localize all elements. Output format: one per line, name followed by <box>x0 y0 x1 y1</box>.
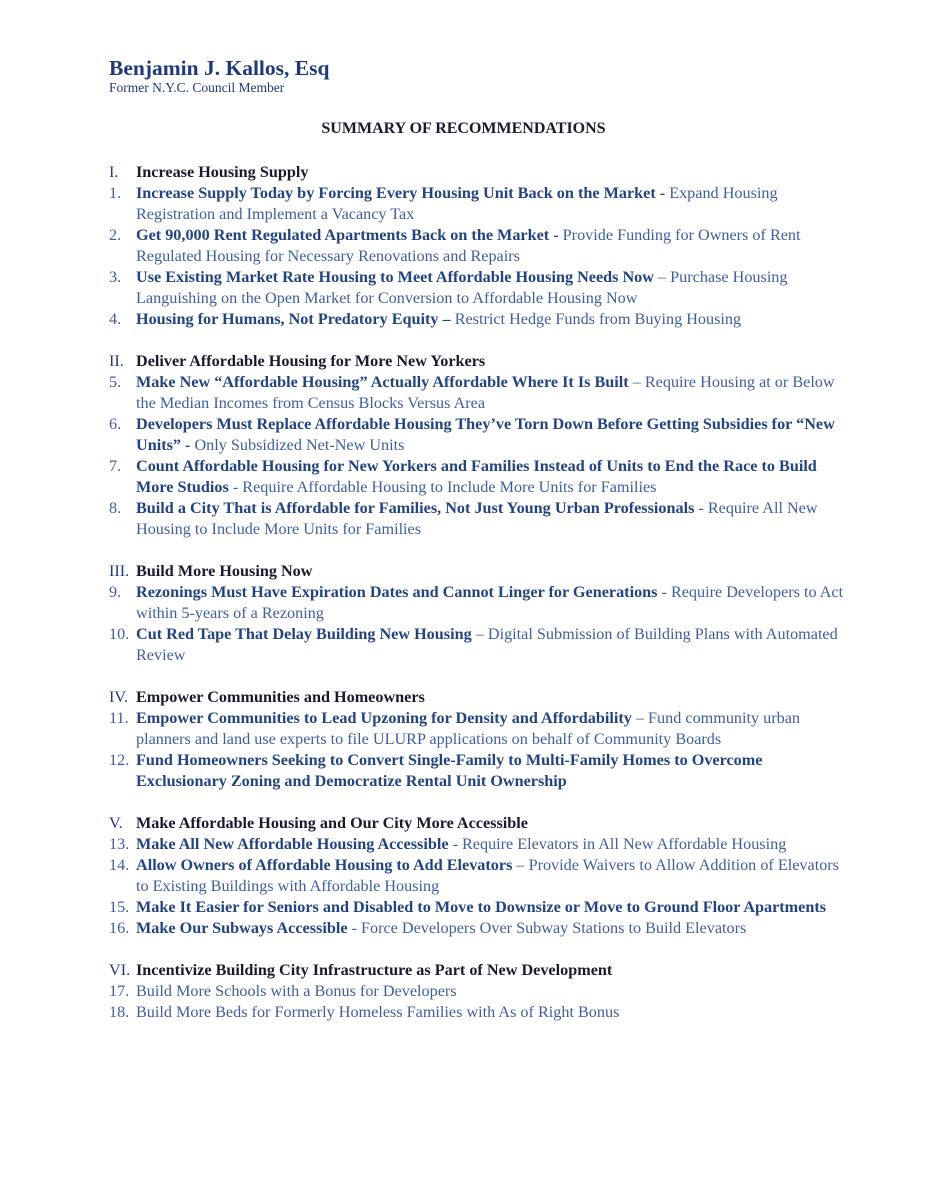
item-content <box>136 225 849 267</box>
item-description: - Force Developers Over Subway Stations to Build Elevators <box>347 919 747 937</box>
section-title: Empower Communities and Homeowners <box>136 688 425 706</box>
section-numeral: II. <box>109 352 124 370</box>
section-numeral: V. <box>109 814 123 832</box>
item-title: Build a City That is Affordable for Families, Not Just Young Urban Professionals <box>136 499 695 517</box>
recommendation-item <box>109 372 849 414</box>
item-content <box>136 267 849 309</box>
recommendation-item <box>109 918 849 939</box>
section-title: Build More Housing Now <box>136 562 313 580</box>
item-content <box>136 498 849 540</box>
item-title: Rezonings Must Have Expiration Dates and Cannot Linger for Generations <box>136 583 658 601</box>
recommendation-item <box>109 708 849 750</box>
item-number: 8. <box>109 499 122 517</box>
item-number: 15. <box>109 898 130 916</box>
recommendation-item <box>109 414 849 456</box>
item-title: Make Our Subways Accessible <box>136 919 348 937</box>
recommendation-item <box>109 750 849 792</box>
item-title: Housing for Humans, Not Predatory Equity – <box>136 310 451 328</box>
section-heading <box>109 351 849 372</box>
item-number: 18. <box>109 1003 130 1021</box>
item-title: Make It Easier for Seniors and Disabled to Move to Downsize or Move to Ground Floor Apartments <box>136 898 827 916</box>
item-number: 16. <box>109 919 130 937</box>
section-numeral: IV. <box>109 688 129 706</box>
item-number: 7. <box>109 457 122 475</box>
item-description: – Digital Submission of Building Plans with Automated Review <box>136 625 838 664</box>
item-content <box>136 897 849 918</box>
item-content <box>136 750 849 792</box>
section-title: Incentivize Building City Infrastructure as Part of New Development <box>136 961 613 979</box>
item-content <box>136 834 849 855</box>
section-heading <box>109 561 849 582</box>
item-content <box>136 855 849 897</box>
item-description: - Require Developers to Act within 5-years of a Rezoning <box>136 583 844 622</box>
section-numeral: III. <box>109 562 130 580</box>
item-content <box>136 1002 849 1023</box>
item-number: 13. <box>109 835 130 853</box>
recommendation-item <box>109 981 849 1002</box>
item-content <box>136 414 849 456</box>
item-content <box>136 309 849 330</box>
item-number: 17. <box>109 982 130 1000</box>
section-heading <box>109 687 849 708</box>
item-title: Increase Supply Today by Forcing Every Housing Unit Back on the Market - <box>136 184 666 202</box>
item-title: Make All New Affordable Housing Accessible <box>136 835 449 853</box>
item-number: 14. <box>109 856 130 874</box>
item-number: 1. <box>109 184 122 202</box>
recommendation-item <box>109 1002 849 1023</box>
item-description: – Fund community urban planners and land use experts to file ULURP applications on behalf of Community Boards <box>136 709 801 748</box>
recommendation-item <box>109 498 849 540</box>
item-content <box>136 981 849 1002</box>
item-description: – Provide Waivers to Allow Addition of Elevators to Existing Buildings with Affordable Housing <box>136 856 839 895</box>
item-number: 12. <box>109 751 130 769</box>
recommendation-item <box>109 225 849 267</box>
item-number: 11. <box>109 709 129 727</box>
recommendation-item <box>109 267 849 309</box>
item-number: 6. <box>109 415 122 433</box>
section-title: Deliver Affordable Housing for More New Yorkers <box>136 352 486 370</box>
section-spacer <box>109 939 849 960</box>
item-number: 2. <box>109 226 122 244</box>
recommendation-item <box>109 309 849 330</box>
section-heading <box>109 813 849 834</box>
author-title: Former N.Y.C. Council Member <box>109 80 285 95</box>
section-heading <box>109 162 849 183</box>
section-heading <box>109 960 849 981</box>
item-content <box>136 372 849 414</box>
section-numeral: I. <box>109 163 119 181</box>
item-content <box>136 456 849 498</box>
item-title: Fund Homeowners Seeking to Convert Single-Family to Multi-Family Homes to Overcome Exclusionary Zoning and Democratize Rental Unit Ownership <box>136 751 763 790</box>
section-title: Make Affordable Housing and Our City More Accessible <box>136 814 528 832</box>
item-title: Make New “Affordable Housing” Actually Affordable Where It Is Built <box>136 373 629 391</box>
item-number: 3. <box>109 268 122 286</box>
item-content <box>136 708 849 750</box>
item-description: – Require Housing at or Below the Median Incomes from Census Blocks Versus Area <box>136 373 835 412</box>
recommendation-item <box>109 582 849 624</box>
item-content <box>136 918 849 939</box>
item-title: Allow Owners of Affordable Housing to Add Elevators <box>136 856 513 874</box>
section-spacer <box>109 330 849 351</box>
item-description: Build More Beds for Formerly Homeless Families with As of Right Bonus <box>136 1003 620 1021</box>
item-number: 5. <box>109 373 122 391</box>
item-description: - Require All New Housing to Include More Units for Families <box>136 499 818 538</box>
item-title: Count Affordable Housing for New Yorkers and Families Instead of Units to End the Race to Build More Studios <box>136 457 817 496</box>
item-description: Only Subsidized Net-New Units <box>190 436 405 454</box>
author-name: Benjamin J. Kallos, Esq <box>109 56 330 80</box>
item-number: 9. <box>109 583 122 601</box>
recommendation-item <box>109 834 849 855</box>
item-content <box>136 183 849 225</box>
section-title: Increase Housing Supply <box>136 163 309 181</box>
item-description: Expand Housing Registration and Implement a Vacancy Tax <box>136 184 778 223</box>
section-spacer <box>109 666 849 687</box>
item-title: Use Existing Market Rate Housing to Meet Affordable Housing Needs Now <box>136 268 654 286</box>
section-numeral: VI. <box>109 961 131 979</box>
document-title: SUMMARY OF RECOMMENDATIONS <box>321 120 606 137</box>
item-description: - Require Affordable Housing to Include More Units for Families <box>228 478 657 496</box>
recommendation-item <box>109 624 849 666</box>
item-number: 4. <box>109 310 122 328</box>
recommendations-list <box>109 162 849 1023</box>
item-content <box>136 624 849 666</box>
item-number: 10. <box>109 625 130 643</box>
item-title: Developers Must Replace Affordable Housing They’ve Torn Down Before Getting Subsidies for “New Units” - <box>136 415 835 454</box>
item-description: - Require Elevators in All New Affordable Housing <box>448 835 787 853</box>
section-spacer <box>109 540 849 561</box>
item-title: Empower Communities to Lead Upzoning for Density and Affordability <box>136 709 632 727</box>
item-description: Restrict Hedge Funds from Buying Housing <box>450 310 742 328</box>
item-description: – Purchase Housing Languishing on the Open Market for Conversion to Affordable Housing Now <box>136 268 788 307</box>
item-content <box>136 582 849 624</box>
recommendation-item <box>109 855 849 897</box>
item-description: Provide Funding for Owners of Rent Regulated Housing for Necessary Renovations and Repairs <box>136 226 801 265</box>
section-spacer <box>109 792 849 813</box>
recommendation-item <box>109 456 849 498</box>
item-description: Build More Schools with a Bonus for Developers <box>136 982 457 1000</box>
recommendation-item <box>109 897 849 918</box>
item-title: Get 90,000 Rent Regulated Apartments Back on the Market - <box>136 226 559 244</box>
recommendation-item <box>109 183 849 225</box>
item-title: Cut Red Tape That Delay Building New Housing <box>136 625 472 643</box>
